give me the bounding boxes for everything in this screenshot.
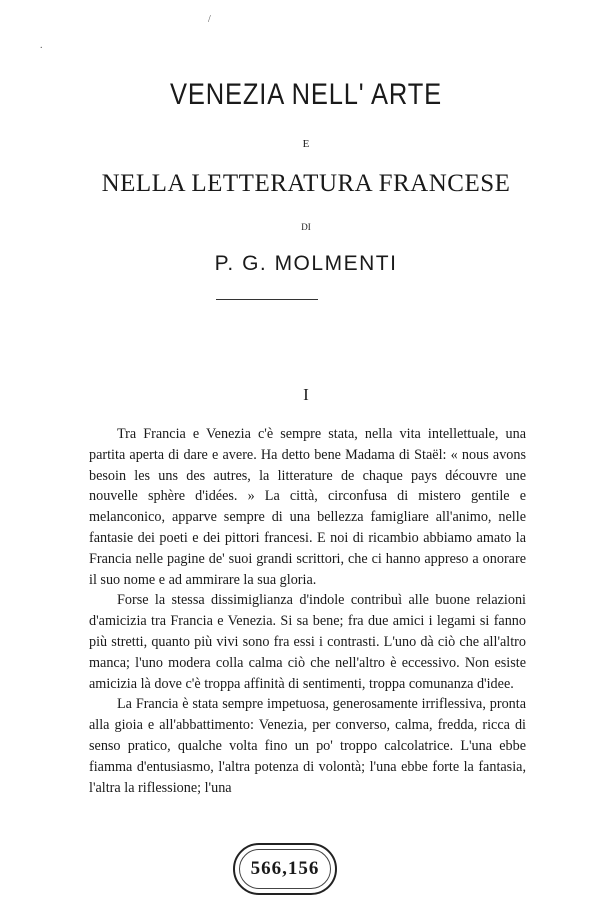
paragraph-1: Tra Francia e Venezia c'è sempre stata, nella vita intellettuale, una partita aperta di dare e avere. Ha detto bene Madama di Staël: « nous avons besoin les uns des autres, la litterature de chaque pays découvre une nouvelle sphère d'idées. » La città, circonfusa di mistero gentile e melanconico, apparve sempre di una bellezza famigliare all'animo, nelle fantasie dei poeti e dei pittori francesi. E noi di ricambio abbiamo amato la Francia nelle pagine de' suoi grandi scrittori, che ci hanno appreso a onorare il suo nome e ad ammirare la sua gloria. [89, 426, 526, 588]
title-line-1: VENEZIA NELL' ARTE [170, 78, 442, 111]
title-line-2: NELLA LETTERATURA FRANCESE [101, 170, 511, 197]
library-stamp [233, 843, 337, 895]
margin-mark: / [208, 14, 211, 25]
paragraph-3: La Francia è stata sempre impetuosa, generosamente irriflessiva, pronta alla gioia e all'abbattimento: Venezia, per converso, calma, fredda, ricca di senso pratico, qualche volta fino un po' troppo calcolatrice. L'una ebbe fiamma d'entusiasmo, l'altra potenza di volontà; l'una ebbe forte la fantasia, l'altra la riflessione; l'una [89, 696, 526, 796]
title-conjunction: E [302, 138, 310, 150]
title-divider [216, 299, 318, 300]
margin-dot: . [40, 40, 43, 51]
library-stamp-number: 566,156 [250, 858, 320, 879]
author-name: P. G. MOLMENTI [214, 252, 398, 275]
paragraph-2: Forse la stessa dissimiglianza d'indole contribuì alle buone relazioni d'amicizia tra Francia e Venezia. Si sa bene; fra due amici i legami si fanno più stretti, quanto più vivi sono fra essi i contrasti. L'uno dà ciò che all'altro manca; l'uno modera colla calma ciò che nell'altro è eccessivo. Non esiste amicizia là dove c'è troppa affinità di sentimenti, troppa comunanza d'idee. [89, 592, 526, 692]
body-text [89, 424, 526, 798]
chapter-number: I [303, 385, 309, 404]
author-preposition: DI [301, 222, 311, 232]
